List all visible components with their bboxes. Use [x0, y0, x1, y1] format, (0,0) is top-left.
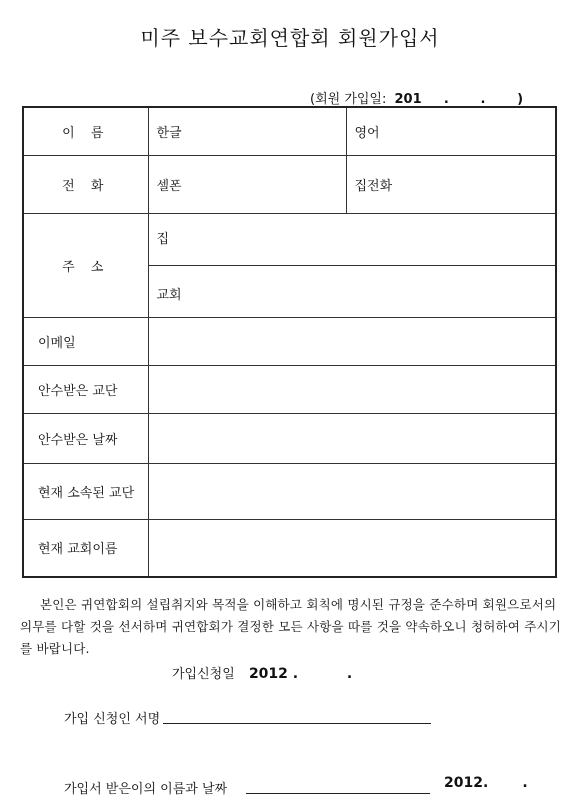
membership-form-table — [22, 106, 557, 578]
receiver-label: 가입서 받은이의 이름과 날짜 — [64, 782, 228, 797]
email-field[interactable] — [148, 317, 556, 365]
signature-label: 가입 신청인 서명 — [64, 712, 161, 727]
home-phone-field[interactable] — [346, 155, 556, 213]
ordain-date-field[interactable] — [148, 413, 556, 463]
join-date-label: (회원 가입일: — [310, 92, 387, 107]
form-title: 미주 보수교회연합회 회원가입서 — [140, 26, 440, 50]
address-home-row — [23, 213, 556, 265]
address-label: 주 소 — [23, 213, 148, 317]
apply-date-year: 2012 . . — [248, 666, 353, 682]
cell-phone-label: 셀폰 — [156, 178, 182, 194]
phone-label: 전 화 — [23, 155, 148, 213]
ordain-date-label: 안수받은 날짜 — [23, 413, 148, 463]
name-english-field[interactable] — [346, 107, 556, 155]
current-church-label: 현재 교회이름 — [23, 519, 148, 577]
church-address-field[interactable] — [148, 265, 556, 317]
ordain-church-label: 안수받은 교단 — [23, 365, 148, 413]
name-english-label: 영어 — [354, 125, 380, 141]
ordain-church-row — [23, 365, 556, 413]
ordain-date-row — [23, 413, 556, 463]
apply-date — [172, 663, 352, 682]
name-label: 이 름 — [23, 107, 148, 155]
join-date-year: 201 — [394, 92, 422, 107]
email-row — [23, 317, 556, 365]
current-denom-label: 현재 소속된 교단 — [23, 463, 148, 519]
receiver-date: 2012. . — [444, 775, 528, 791]
name-korean-label: 한글 — [156, 125, 182, 141]
current-denom-row — [23, 463, 556, 519]
current-church-row — [23, 519, 556, 577]
apply-date-label: 가입신청일 — [172, 667, 235, 682]
home-address-field[interactable] — [148, 213, 556, 265]
pledge-paragraph: 본인은 귀연합회의 설립취지와 목적을 이해하고 회칙에 명시된 규정을 준수하며 회원으로서의 의무를 다할 것을 선서하며 귀연합회가 결정한 모든 사항을 따를 것을 약속하오니 청허하여 주시기를 바랍니다. — [20, 597, 562, 656]
home-address-label: 집 — [156, 231, 170, 247]
name-korean-field[interactable] — [148, 107, 346, 155]
phone-row — [23, 155, 556, 213]
cell-phone-field[interactable] — [148, 155, 346, 213]
current-church-field[interactable] — [148, 519, 556, 577]
email-label: 이메일 — [23, 317, 148, 365]
current-denom-field[interactable] — [148, 463, 556, 519]
name-row — [23, 107, 556, 155]
join-date-blanks: . . ) — [425, 92, 524, 107]
ordain-church-field[interactable] — [148, 365, 556, 413]
home-phone-label: 집전화 — [354, 178, 393, 194]
receiver-name-line[interactable] — [246, 793, 430, 794]
join-date — [310, 88, 523, 107]
church-address-label: 교회 — [156, 287, 182, 303]
signature-line[interactable] — [163, 723, 431, 724]
